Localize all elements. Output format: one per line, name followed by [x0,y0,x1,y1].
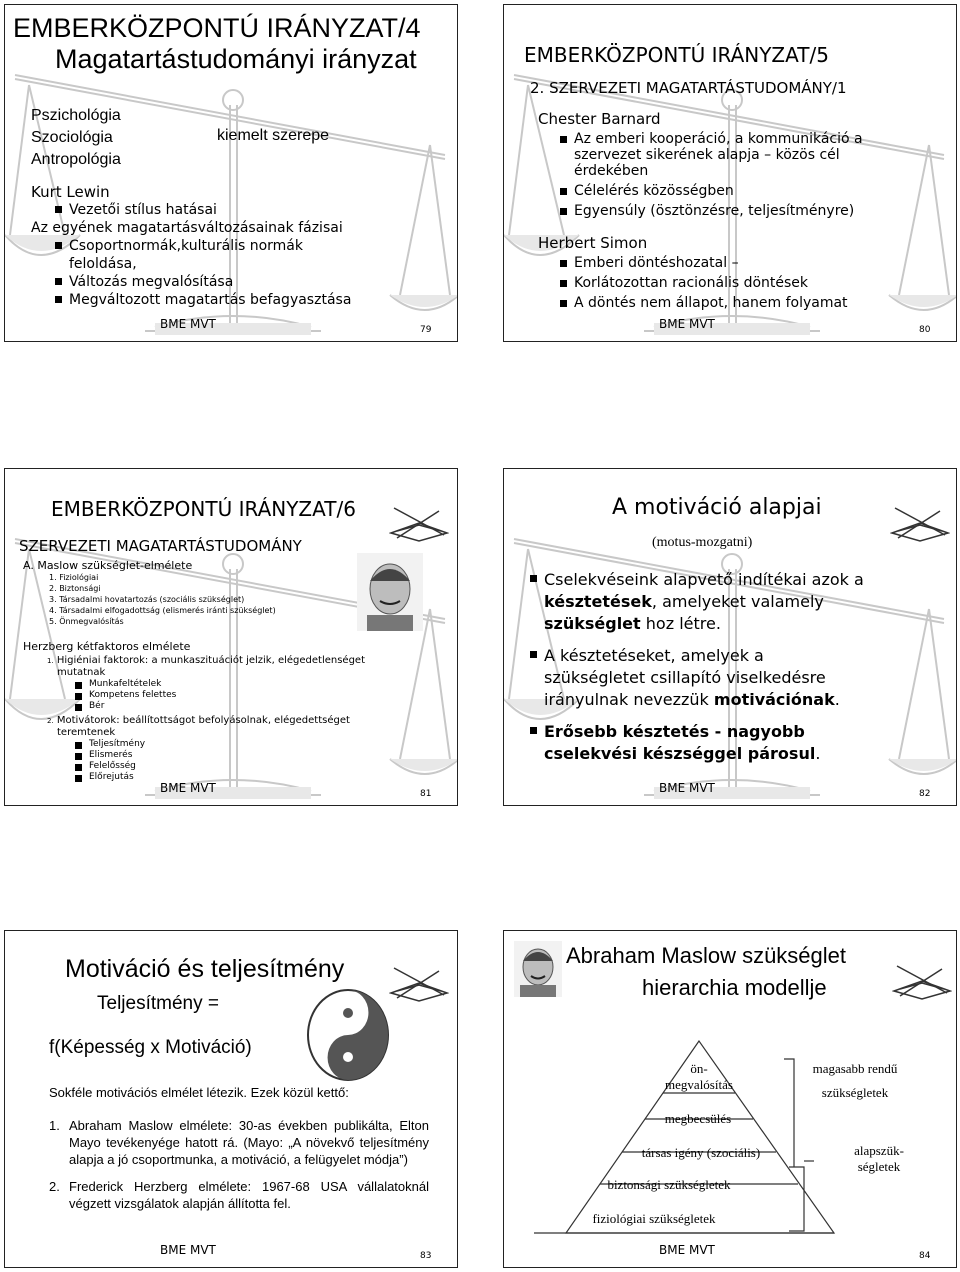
pyramid-level-physiological: fiziológiai szükségletek [592,1211,716,1226]
bullet-text: Az emberi kooperáció, a kommunikáció a [574,131,863,147]
formula-line-1: Teljesítmény = [97,993,219,1014]
maslow-photo [357,553,423,631]
paragraph-2 [528,645,938,711]
factor-text-cont: mutatnak [57,667,106,678]
bullet-item [558,183,948,199]
bullet-text: A döntés nem állapot, hanem folyamat [574,295,848,311]
list-item [49,1178,429,1212]
need-item [49,616,363,627]
text: Cselekvéseink alapvető indítékai azok a [544,570,864,589]
need-text: Önmegvalósítás [59,617,124,626]
bullet-text: Teljesítmény [89,739,146,749]
bullet-text-cont: szervezet sikerének alapja – közös cél [574,147,840,163]
bullet-item [73,701,423,712]
bullet-text-cont: feloldása, [69,256,137,272]
slide-title: Abraham Maslow szükséglet [566,943,847,968]
text: hoz létre. [640,614,721,633]
yin-yang-icon [305,987,391,1083]
person-name: Chester Barnard [538,110,661,128]
level-text: ön- [690,1061,708,1076]
person-name: Kurt Lewin [31,183,110,201]
page-number: 81 [420,789,432,799]
bullet-item [53,201,451,219]
text: . [834,690,840,709]
higher-needs-label [790,1061,920,1101]
list-num: 1. [49,1118,60,1133]
slide-82 [503,468,957,806]
list-text: Frederick Herzberg elmélete: 1967-68 USA vállalatoknál végzett vizsgálatok alapján állította fel. [69,1179,429,1211]
need-item [49,594,363,605]
slide-title: A motiváció alapjai [612,495,822,520]
footer-label: BME MVT [160,1243,216,1257]
paragraph-1 [528,569,938,635]
label-text: magasabb rendű [812,1061,898,1076]
slide-title: EMBERKÖZPONTÚ IRÁNYZAT/4 [13,13,421,43]
text: irányulnak nevezzük [544,690,714,709]
factor-text: Motivátorok: beállítottságot befolyásolnak, elégedettséget [56,715,350,726]
need-item [49,605,363,616]
need-item [49,583,363,594]
text: , amelyeket valamely [651,592,824,611]
bullet-text: Emberi döntéshozatal – [574,255,739,271]
bullet-text: Elismerés [89,750,133,760]
need-item [49,572,363,583]
bullet-item [558,131,948,179]
factor-item [47,655,423,679]
need-text: Társadalmi hovatartozás (szociális szükséglet) [59,595,245,604]
slide-81 [4,468,458,806]
paragraph-3 [528,721,938,765]
book-icon [389,503,449,543]
label-text: alapszük- [854,1143,904,1158]
bullet-text: Felelősség [89,761,136,771]
page-number: 82 [919,789,931,799]
emphasis: cselekvési készséggel párosul [544,744,816,763]
need-text: Fiziológiai [59,573,99,582]
factor-item [47,715,423,739]
label-text: szükségletek [821,1085,889,1100]
footer-label: BME MVT [659,1243,715,1257]
basic-needs-label [834,1143,924,1175]
bullet-text: Munkafeltételek [89,679,162,689]
need-text: Társadalmi elfogadottság (elismerés iránti szükséglet) [59,606,276,615]
list-text: Abraham Maslow elmélete: 30-as években publikálta, Elton Mayo tevékenyége hatott rá. (Mayo: „A növekvő teljesítmény alapja a jó csoportmunka, a motiváció, a felügyelet módja”) [69,1118,429,1167]
bullet-text: Csoportnormák,kulturális normák [69,238,303,254]
bullet-text: Megváltozott magatartás befagyasztása [69,292,352,308]
theory-heading: A. Maslow szükséglet-elmélete [23,559,193,572]
footer-label: BME MVT [659,317,715,331]
footer-label: BME MVT [659,781,715,795]
emphasis: Erősebb késztetés - nagyobb [544,722,805,741]
bullet-item [73,772,423,783]
bullet-text: Korlátozottan racionális döntések [574,275,809,291]
slide-subtitle: 2. SZERVEZETI MAGATARTÁSTUDOMÁNY/1 [530,79,847,97]
bullet-text-cont: érdekében [574,163,649,179]
slide-subtitle: Magatartástudományi irányzat [55,44,417,74]
text: . [815,744,821,763]
formula-line-2: f(Képesség x Motiváció) [49,1037,252,1058]
bullet-item [73,750,423,761]
bullet-text: Egyensúly (ösztönzésre, teljesítményre) [574,203,855,219]
discipline-sociology: Szociológia [31,129,113,146]
slide-80 [503,4,957,342]
bullet-item [73,761,423,772]
bullet-text: Változás megvalósítása [69,274,234,290]
slide-subtitle: SZERVEZETI MAGATARTÁSTUDOMÁNY [19,537,302,555]
pyramid-level-self-actualization [654,1061,744,1093]
list-item [49,1117,429,1168]
factor-text: Higiéniai faktorok: a munkaszituációt jelzik, elégedetlenséget [56,655,366,666]
slide-title: EMBERKÖZPONTÚ IRÁNYZAT/5 [524,43,829,67]
list-num: 2. [49,1179,60,1194]
bullet-item [53,291,451,309]
slide-subtitle: hierarchia modellje [642,975,827,1000]
emphasis: motivációnak [713,690,835,709]
slide-84 [503,930,957,1268]
bullet-text: Kompetens felettes [89,690,177,700]
need-num: 3. [49,595,57,604]
factor-num: 2. [47,717,54,725]
bullet-item [53,273,451,291]
need-text: Biztonsági [59,584,101,593]
slide-79 [4,4,458,342]
factor-text-cont: teremtenek [57,727,116,738]
label-text: ségletek [857,1159,901,1174]
need-num: 1. [49,573,57,582]
highlight-text: kiemelt szerepe [217,127,330,144]
bullet-item [558,295,948,311]
footer-label: BME MVT [160,317,216,331]
bullet-item [558,255,948,271]
theory-heading: Herzberg kétfaktoros elmélete [23,640,191,653]
slide-title: EMBERKÖZPONTÚ IRÁNYZAT/6 [51,497,356,521]
emphasis: késztetések [544,592,652,611]
bullet-item [73,679,423,690]
bullet-text: Célelérés közösségben [574,183,734,199]
need-num: 2. [49,584,57,593]
page-number: 83 [420,1251,432,1261]
discipline-psychology: Pszichológia [31,107,121,124]
pyramid-level-esteem: megbecsülés [664,1111,732,1126]
slide-title: Motiváció és teljesítmény [65,955,345,983]
bullet-text: Előrejutás [89,772,134,782]
emphasis: szükséglet [544,614,641,633]
page-number: 80 [919,325,931,335]
bullet-item [558,275,948,291]
bullet-text: Bér [89,701,105,711]
discipline-anthropology: Antropológia [31,151,121,168]
book-icon [389,963,449,1003]
text: A késztetéseket, amelyek a [544,646,764,665]
page-number: 79 [420,325,432,335]
footer-label: BME MVT [160,781,216,795]
level-text: megvalósítás [665,1077,733,1092]
book-icon [890,503,950,543]
pyramid-level-social: társas igény (szociális) [641,1145,761,1160]
text: szükségletet csillapító viselkedésre [544,668,826,687]
bullet-item [558,203,948,219]
slide-83 [4,930,458,1268]
page-number: 84 [919,1251,931,1261]
pyramid-level-safety: biztonsági szükségletek [607,1177,731,1192]
slide-subtitle: (motus-mozgatni) [652,535,753,550]
need-num: 5. [49,617,57,626]
need-num: 4. [49,606,57,615]
plain-line: Az egyének magatartásváltozásainak fázisai [31,220,343,236]
factor-num: 1. [47,657,54,665]
bullet-item [73,690,423,701]
person-name: Herbert Simon [538,234,648,252]
intro-text: Sokféle motivációs elmélet létezik. Ezek közül kettő: [49,1085,349,1100]
bullet-text: Vezetői stílus hatásai [69,202,217,218]
bullet-item [53,237,451,273]
bullet-item [73,739,423,750]
